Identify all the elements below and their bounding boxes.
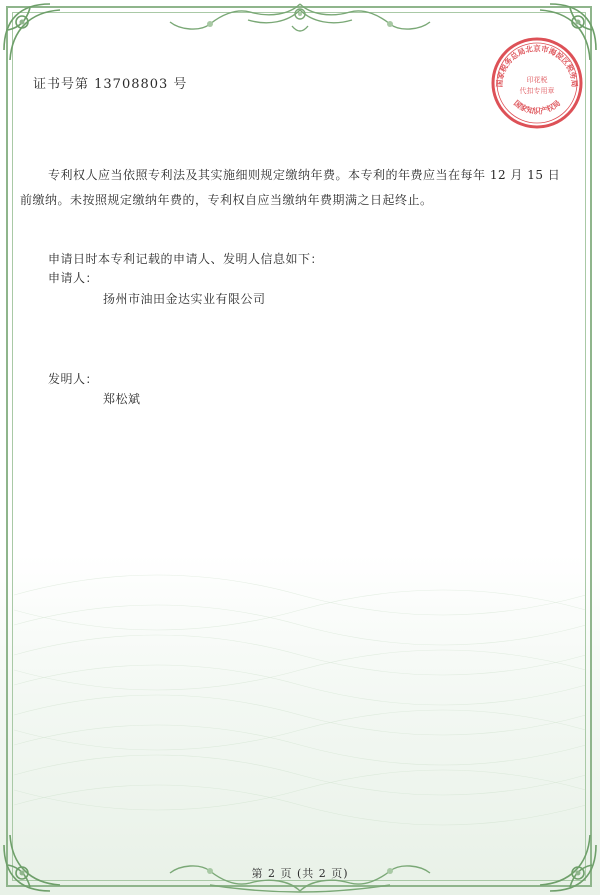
corner-ornament-bottom-right	[530, 825, 600, 895]
svg-text:国家知识产权局: 国家知识产权局	[511, 98, 563, 116]
annual-fee-notice-line-2: 前缴纳。未按照规定缴纳年费的，专利权自应当缴纳年费期满之日起终止。	[20, 193, 433, 207]
svg-text:印花税: 印花税	[526, 76, 548, 84]
annual-fee-notice-line-1: 专利权人应当依照专利法及其实施细则规定缴纳年费。本专利的年费应当在每年 12 月 15 日	[48, 168, 561, 182]
inventor-label: 发明人：	[48, 372, 99, 386]
applicant-label: 申请人：	[48, 271, 99, 285]
corner-ornament-bottom-left	[0, 825, 70, 895]
tax-seal-stamp	[490, 36, 584, 130]
applicant-name: 扬州市油田金达实业有限公司	[103, 292, 266, 306]
corner-ornament-top-left	[0, 0, 70, 70]
guilloche-background	[14, 535, 586, 835]
certificate-number: 证书号第 13708803 号	[33, 77, 188, 92]
svg-text:代扣专用章: 代扣专用章	[519, 87, 555, 95]
record-intro: 申请日时本专利记载的申请人、发明人信息如下：	[48, 252, 324, 266]
top-ornament	[150, 0, 450, 40]
inventor-name: 郑松斌	[103, 392, 141, 406]
svg-text:国家税务总局北京市海淀区税务局: 国家税务总局北京市海淀区税务局	[494, 44, 580, 88]
page-number: 第 2 页 (共 2 页)	[251, 867, 349, 880]
